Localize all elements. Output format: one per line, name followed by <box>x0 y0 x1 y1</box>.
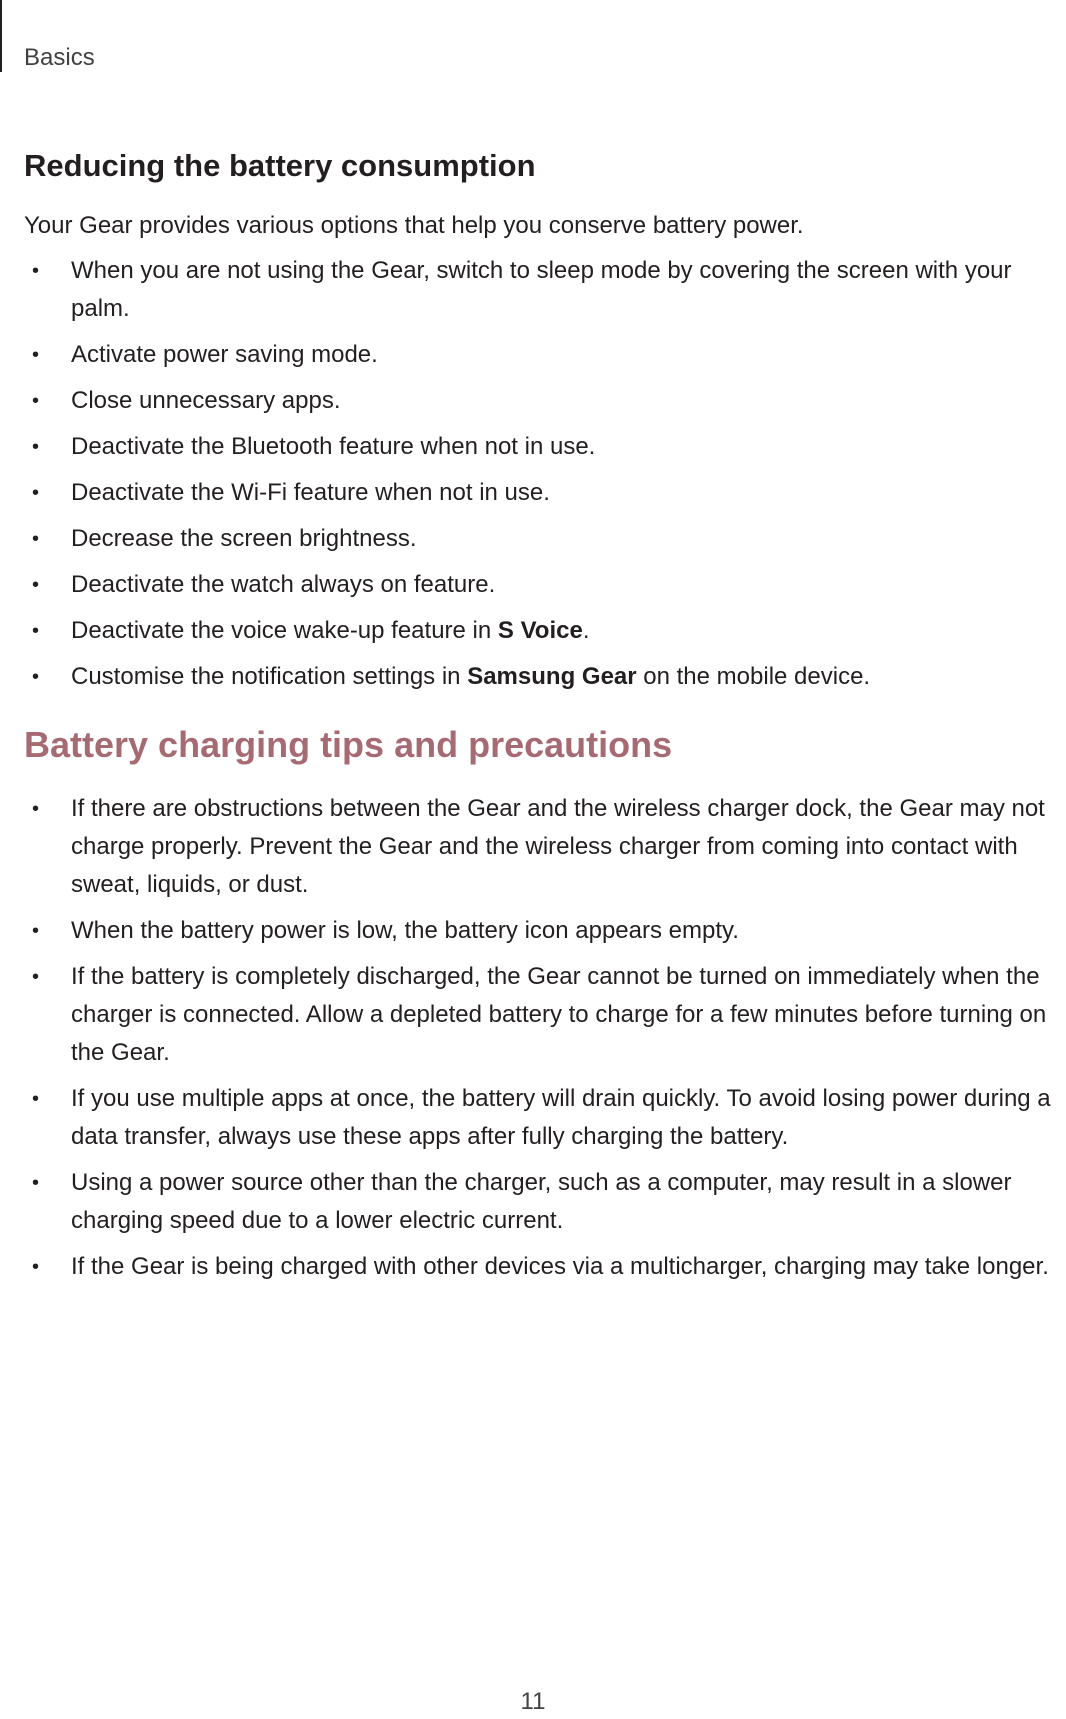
charging-tips-list <box>24 790 1064 1286</box>
menu-name-s-voice: S Voice <box>497 617 583 644</box>
bullet-icon: • <box>32 482 40 504</box>
page-content <box>24 140 1064 1294</box>
list-item-text: Deactivate the watch always on feature. <box>71 571 496 598</box>
list-item <box>24 474 1064 512</box>
section-intro: Your Gear provides various options that help you conserve battery power. <box>24 212 804 239</box>
list-item <box>24 520 1064 558</box>
battery-consumption-list <box>24 252 1064 696</box>
bullet-icon: • <box>32 920 40 942</box>
list-item <box>24 1164 1064 1240</box>
bullet-icon: • <box>32 260 40 282</box>
list-item <box>24 612 1064 650</box>
section-title-charging-tips: Battery charging tips and precautions <box>24 724 673 765</box>
list-item-text: Activate power saving mode. <box>71 341 378 368</box>
list-item-text: If the Gear is being charged with other devices via a multicharger, charging may take longer. <box>71 1253 1049 1280</box>
list-item-text: . <box>582 617 590 644</box>
list-item-text: Decrease the screen brightness. <box>71 525 417 552</box>
list-item-text: When the battery power is low, the battery icon appears empty. <box>71 917 739 944</box>
bullet-icon: • <box>32 390 40 412</box>
bullet-icon: • <box>32 528 40 550</box>
list-item <box>24 1248 1064 1286</box>
running-header: Basics <box>24 44 95 71</box>
page-edge-rule <box>0 0 2 72</box>
list-item-text: Deactivate the voice wake-up feature in <box>71 617 498 644</box>
list-item-text: Deactivate the Wi-Fi feature when not in use. <box>71 479 550 506</box>
list-item-text: Close unnecessary apps. <box>71 387 341 414</box>
list-item <box>24 252 1064 328</box>
list-item <box>24 428 1064 466</box>
list-item-text: When you are not using the Gear, switch to sleep mode by covering the screen with your palm. <box>71 257 1012 322</box>
bullet-icon: • <box>32 1256 40 1278</box>
app-name-samsung-gear: Samsung Gear <box>467 663 637 690</box>
bullet-icon: • <box>32 436 40 458</box>
bullet-icon: • <box>32 798 40 820</box>
list-item <box>24 658 1064 696</box>
list-item <box>24 1080 1064 1156</box>
bullet-icon: • <box>32 966 40 988</box>
list-item <box>24 382 1064 420</box>
list-item-text: on the mobile device. <box>636 663 871 690</box>
bullet-icon: • <box>32 574 40 596</box>
list-item-text: If you use multiple apps at once, the battery will drain quickly. To avoid losing power during a data transfer, always use these apps after fully charging the battery. <box>71 1085 1051 1150</box>
list-item-text: Deactivate the Bluetooth feature when not in use. <box>71 433 596 460</box>
list-item-text: Using a power source other than the charger, such as a computer, may result in a slower charging speed due to a lower electric current. <box>71 1169 1012 1234</box>
list-item <box>24 790 1064 904</box>
list-item-text: If there are obstructions between the Gear and the wireless charger dock, the Gear may not charge properly. Prevent the Gear and the wireless charger from coming into contact with sweat, liquids, or dust. <box>71 795 1045 898</box>
list-item <box>24 566 1064 604</box>
list-item-text: If the battery is completely discharged, the Gear cannot be turned on immediately when the charger is connected. Allow a depleted battery to charge for a few minutes before turning on the Gear. <box>71 963 1047 1066</box>
section-title-battery-consumption: Reducing the battery consumption <box>24 148 536 183</box>
list-item <box>24 912 1064 950</box>
list-item <box>24 958 1064 1072</box>
bullet-icon: • <box>32 666 40 688</box>
bullet-icon: • <box>32 620 40 642</box>
bullet-icon: • <box>32 344 40 366</box>
list-item-text: Customise the notification settings in <box>71 663 468 690</box>
bullet-icon: • <box>32 1088 40 1110</box>
list-item <box>24 336 1064 374</box>
bullet-icon: • <box>32 1172 40 1194</box>
page-number: 11 <box>520 1688 546 1715</box>
